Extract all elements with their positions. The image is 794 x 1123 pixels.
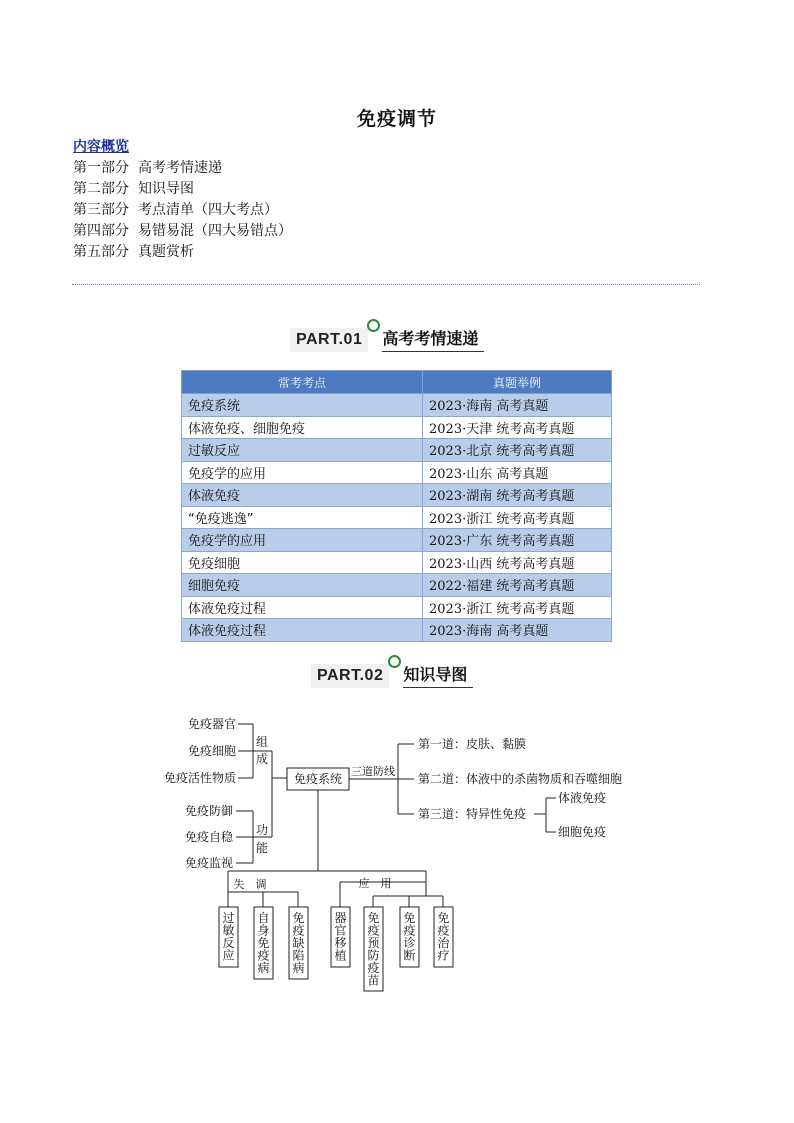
topic-cell: 免疫系统 [182, 394, 423, 417]
example-cell: 2023·海南 高考真题 [423, 394, 612, 417]
topic-cell: 体液免疫过程 [182, 619, 423, 642]
defense-line: 第一道：皮肤、黏膜 [418, 737, 527, 751]
function-item: 免疫监视 [184, 856, 233, 870]
disorder-box: 过敏反应 [222, 911, 235, 963]
toc-name: 知识导图 [138, 181, 194, 197]
composition-item: 免疫细胞 [187, 744, 236, 758]
disorder-box: 自身免疫病 [257, 911, 270, 975]
application-box: 器官移植 [334, 911, 347, 963]
topic-cell: 过敏反应 [182, 439, 423, 462]
example-cell: 2023·北京 统考高考真题 [423, 439, 612, 462]
disorder-label: 失 调 [233, 878, 267, 891]
example-cell: 2023·天津 统考高考真题 [423, 416, 612, 439]
toc-name: 易错易混（四大易错点） [138, 223, 292, 239]
topic-cell: “免疫逃逸” [182, 506, 423, 529]
table-header-topic: 常考考点 [182, 371, 423, 394]
part2-title: 知识导图 [403, 665, 473, 688]
application-box: 免疫预防疫苗 [367, 911, 380, 988]
topic-cell: 免疫学的应用 [182, 529, 423, 552]
composition-item: 免疫器官 [187, 717, 236, 731]
disorder-box: 免疫缺陷病 [292, 911, 305, 975]
topic-cell: 体液免疫 [182, 484, 423, 507]
composition-item: 免疫活性物质 [163, 771, 236, 785]
toc-name: 高考考情速递 [138, 160, 222, 176]
mindmap-center: 免疫系统 [293, 772, 343, 786]
topic-cell: 细胞免疫 [182, 574, 423, 597]
composition-label: 组 [255, 735, 269, 749]
example-cell: 2023·广东 统考高考真题 [423, 529, 612, 552]
application-box: 免疫诊断 [403, 911, 416, 963]
toc-part: 第一部分 [73, 160, 129, 176]
part1-title: 高考考情速递 [382, 329, 484, 352]
specific-immunity-item: 体液免疫 [558, 791, 607, 805]
example-cell: 2023·湖南 统考高考真题 [423, 484, 612, 507]
toc-part: 第二部分 [73, 181, 129, 197]
function-label: 功 [255, 823, 269, 837]
defense-line: 第三道：特异性免疫 [418, 807, 527, 821]
table-header-example: 真题举例 [423, 371, 612, 394]
example-cell: 2023·山东 高考真题 [423, 461, 612, 484]
example-cell: 2023·浙江 统考高考真题 [423, 596, 612, 619]
example-cell: 2022·福建 统考高考真题 [423, 574, 612, 597]
example-cell: 2023·浙江 统考高考真题 [423, 506, 612, 529]
toc-heading: 内容概览 [73, 139, 129, 155]
defense-label: 三道防线 [351, 765, 395, 778]
part2-badge-text: PART.02 [317, 667, 384, 684]
function-label: 能 [255, 841, 269, 855]
example-cell: 2023·海南 高考真题 [423, 619, 612, 642]
function-item: 免疫防御 [184, 804, 233, 818]
specific-immunity-item: 细胞免疫 [558, 825, 607, 839]
example-cell: 2023·山西 统考高考真题 [423, 551, 612, 574]
topic-cell: 体液免疫过程 [182, 596, 423, 619]
toc-name: 真题赏析 [138, 244, 194, 260]
toc-name: 考点清单（四大考点） [138, 202, 278, 218]
function-item: 免疫自稳 [184, 830, 233, 844]
toc-part: 第五部分 [73, 244, 129, 260]
document-title: 免疫调节 [356, 108, 437, 130]
topic-cell: 免疫学的应用 [182, 461, 423, 484]
topic-cell: 免疫细胞 [182, 551, 423, 574]
defense-line: 第二道：体液中的杀菌物质和吞噬细胞 [418, 772, 623, 786]
application-box: 免疫治疗 [437, 911, 450, 963]
topic-cell: 体液免疫、细胞免疫 [182, 416, 423, 439]
application-label: 应 用 [358, 877, 392, 890]
toc-part: 第四部分 [73, 223, 129, 239]
composition-label: 成 [255, 752, 269, 766]
toc-part: 第三部分 [73, 202, 129, 218]
part1-badge-text: PART.01 [296, 331, 363, 348]
